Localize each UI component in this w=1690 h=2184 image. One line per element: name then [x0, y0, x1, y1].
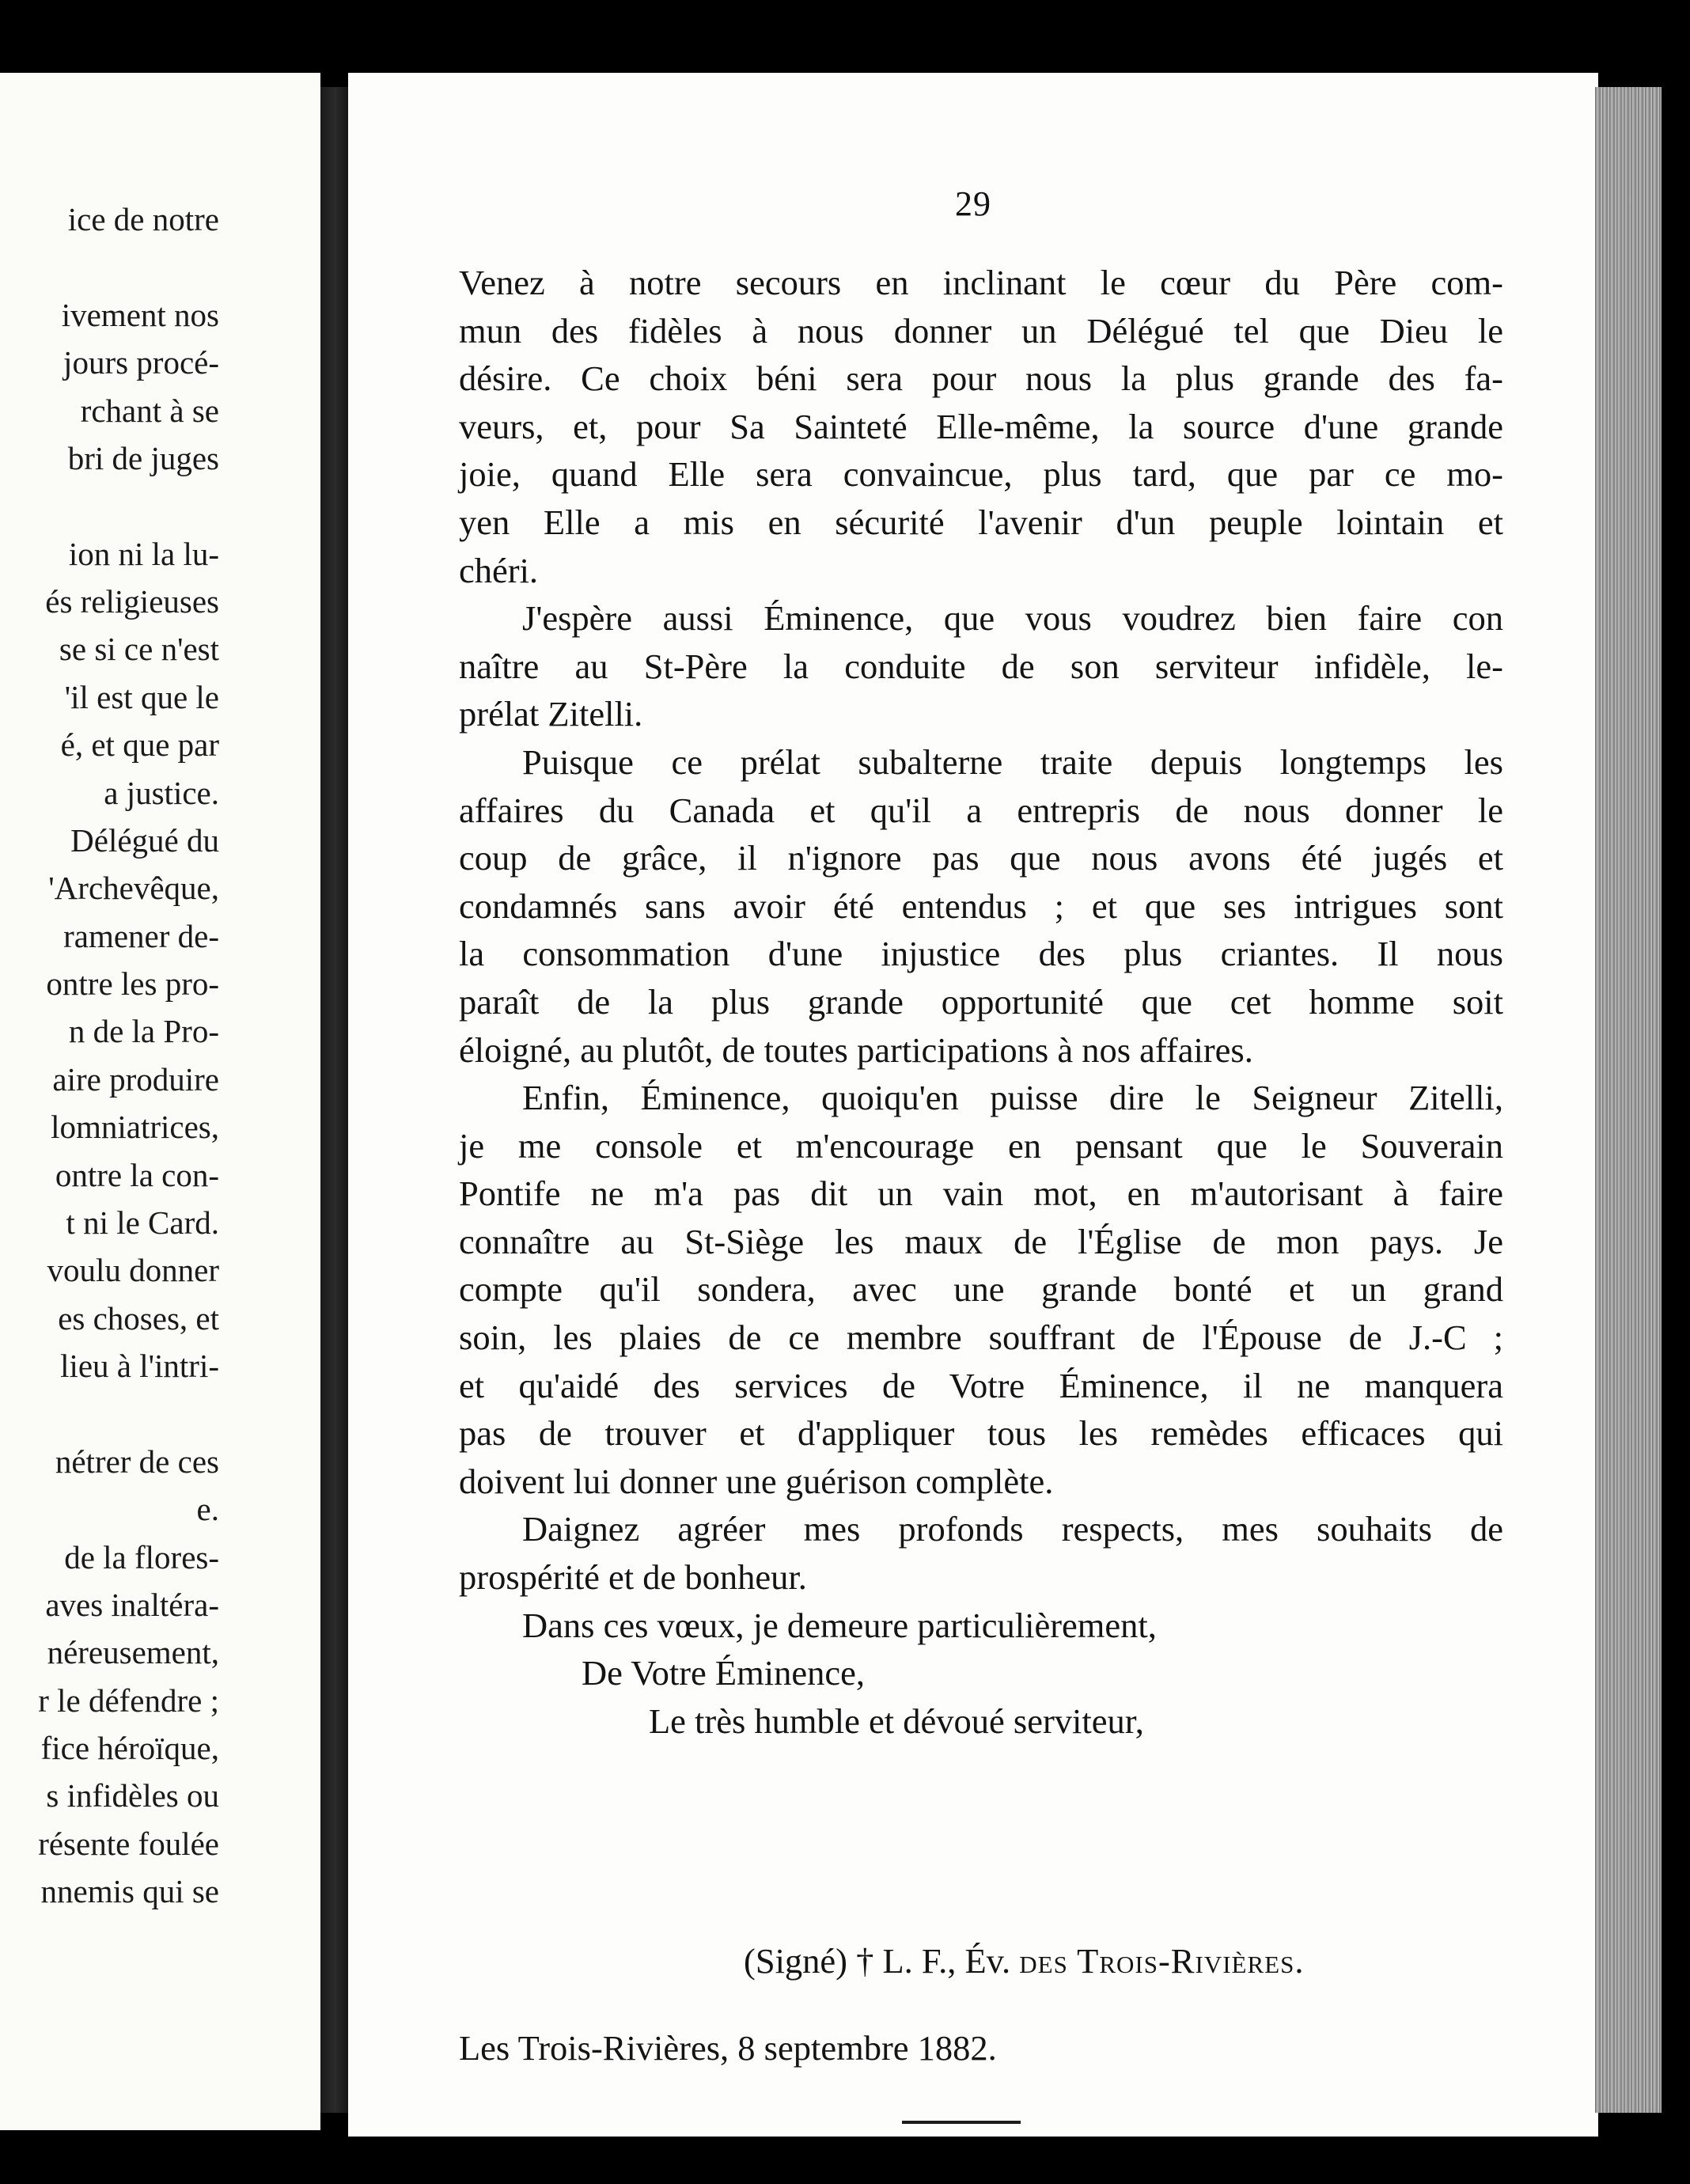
text-line: Puisque ce prélat subalterne traite depuis longtemps les	[522, 741, 1503, 782]
text-line: prospérité et de bonheur.	[459, 1557, 807, 1598]
letter-body	[459, 259, 1503, 1745]
right-page	[348, 73, 1598, 2137]
text-line: coup de grâce, il n'ignore pas que nous avons été jugés et	[459, 838, 1503, 878]
left-page-line: n de la Pro-	[68, 1013, 219, 1050]
text-line: la consommation d'une injustice des plus criantes. Il nous	[459, 934, 1503, 974]
text-line: naître au St-Père la conduite de son serviteur infidèle, le-	[459, 646, 1503, 686]
text-line: je me console et m'encourage en pensant que le Souverain	[459, 1125, 1503, 1166]
paragraph	[459, 259, 1503, 594]
text-line: yen Elle a mis en sécurité l'avenir d'un peuple lointain et	[459, 502, 1503, 542]
left-page-line: aves inaltéra-	[45, 1586, 219, 1623]
left-facing-page	[0, 73, 320, 2130]
text-line: compte qu'il sondera, avec une grande bonté et un grand	[459, 1269, 1503, 1310]
left-page-line: és religieuses	[45, 583, 219, 620]
left-page-line: nnemis qui se	[40, 1873, 219, 1910]
text-line: et qu'aidé des services de Votre Éminence, il ne manquera	[459, 1365, 1503, 1405]
paragraph	[459, 738, 1503, 1074]
left-page-line: néreusement,	[47, 1634, 219, 1671]
date-line: Les Trois-Rivières, 8 septembre 1882.	[459, 2028, 997, 2068]
left-page-line: lieu à l'intri-	[60, 1348, 219, 1385]
text-line: chéri.	[459, 550, 539, 590]
left-page-line: 'il est que le	[64, 678, 219, 715]
left-page-line: s infidèles ou	[46, 1777, 219, 1814]
left-page-line: ontre la con-	[55, 1156, 219, 1193]
paragraph	[459, 594, 1503, 738]
left-page-line: nétrer de ces	[55, 1443, 219, 1480]
left-page-line: se si ce n'est	[59, 631, 219, 668]
text-line: Pontife ne m'a pas dit un vain mot, en m'autorisant à faire	[459, 1174, 1503, 1214]
left-page-line: ivement nos	[61, 296, 219, 333]
signature-diocese: des Trois-Rivières.	[1019, 1941, 1305, 1981]
text-line: affaires du Canada et qu'il a entrepris de nous donner le	[459, 790, 1503, 830]
page-number: 29	[955, 184, 991, 223]
text-line: prélat Zitelli.	[459, 694, 643, 734]
signature-line	[744, 1940, 1304, 1981]
text-line: éloigné, au plutôt, de toutes participations à nos affaires.	[459, 1029, 1253, 1070]
closing-line: De Votre Éminence,	[582, 1653, 865, 1693]
left-page-line: é, et que par	[60, 726, 219, 764]
left-page-line: bri de juges	[67, 439, 219, 476]
text-line: veurs, et, pour Sa Sainteté Elle-même, la source d'une grande	[459, 406, 1503, 446]
left-page-line: ion ni la lu-	[68, 535, 219, 572]
text-line: désire. Ce choix béni sera pour nous la plus grande des fa-	[459, 358, 1503, 399]
closing-line: Le très humble et dévoué serviteur,	[649, 1701, 1144, 1741]
left-page-line: Délégué du	[70, 821, 219, 859]
text-line: paraît de la plus grande opportunité que cet homme soit	[459, 981, 1503, 1022]
left-page-line: voulu donner	[47, 1252, 219, 1289]
text-line: condamnés sans avoir été entendus ; et que ses intrigues sont	[459, 885, 1503, 926]
left-page-line: es choses, et	[58, 1299, 219, 1337]
end-rule-divider	[902, 2121, 1021, 2124]
text-line: pas de trouver et d'appliquer tous les remèdes efficaces qui	[459, 1413, 1503, 1454]
page-block-edges	[1595, 87, 1662, 2113]
closing-line: Dans ces vœux, je demeure particulièrement,	[522, 1605, 1157, 1645]
paragraph	[459, 1505, 1503, 1601]
text-line: connaître au St-Siège les maux de l'Église de mon pays. Je	[459, 1221, 1503, 1261]
left-page-line: rchant à se	[80, 392, 219, 429]
left-page-line: ramener de-	[63, 917, 219, 954]
left-page-line: r le défendre ;	[38, 1682, 219, 1719]
paragraph	[459, 1074, 1503, 1505]
left-page-line: a justice.	[104, 774, 219, 811]
text-line: J'espère aussi Éminence, que vous voudrez bien faire con	[522, 598, 1503, 639]
left-page-line: lomniatrices,	[51, 1109, 219, 1146]
text-line: Daignez agréer mes profonds respects, mes souhaits de	[522, 1509, 1503, 1549]
left-page-line: 'Archevêque,	[48, 870, 219, 907]
left-page-line: t ni le Card.	[66, 1204, 219, 1241]
signature-prefix: (Signé) † L. F., Év.	[744, 1941, 1011, 1981]
left-page-line: jours procé-	[63, 344, 219, 381]
left-page-line: de la flores-	[64, 1538, 219, 1575]
left-page-line: résente foulée	[38, 1825, 219, 1862]
text-line: soin, les plaies de ce membre souffrant de l'Épouse de J.-C ;	[459, 1318, 1503, 1358]
left-page-line: ontre les pro-	[46, 965, 219, 1003]
text-line: Enfin, Éminence, quoiqu'en puisse dire le Seigneur Zitelli,	[522, 1078, 1503, 1118]
text-line: mun des fidèles à nous donner un Délégué tel que Dieu le	[459, 310, 1503, 351]
left-page-line: e.	[196, 1491, 219, 1528]
left-page-line: fice héroïque,	[40, 1730, 219, 1767]
left-page-line: ice de notre	[67, 201, 219, 237]
book-gutter	[320, 87, 351, 2113]
text-line: joie, quand Elle sera convaincue, plus tard, que par ce mo-	[459, 454, 1503, 495]
text-line: doivent lui donner une guérison complète.	[459, 1461, 1054, 1501]
text-line: Venez à notre secours en inclinant le cœur du Père com-	[459, 263, 1503, 302]
left-page-line: aire produire	[52, 1060, 219, 1098]
